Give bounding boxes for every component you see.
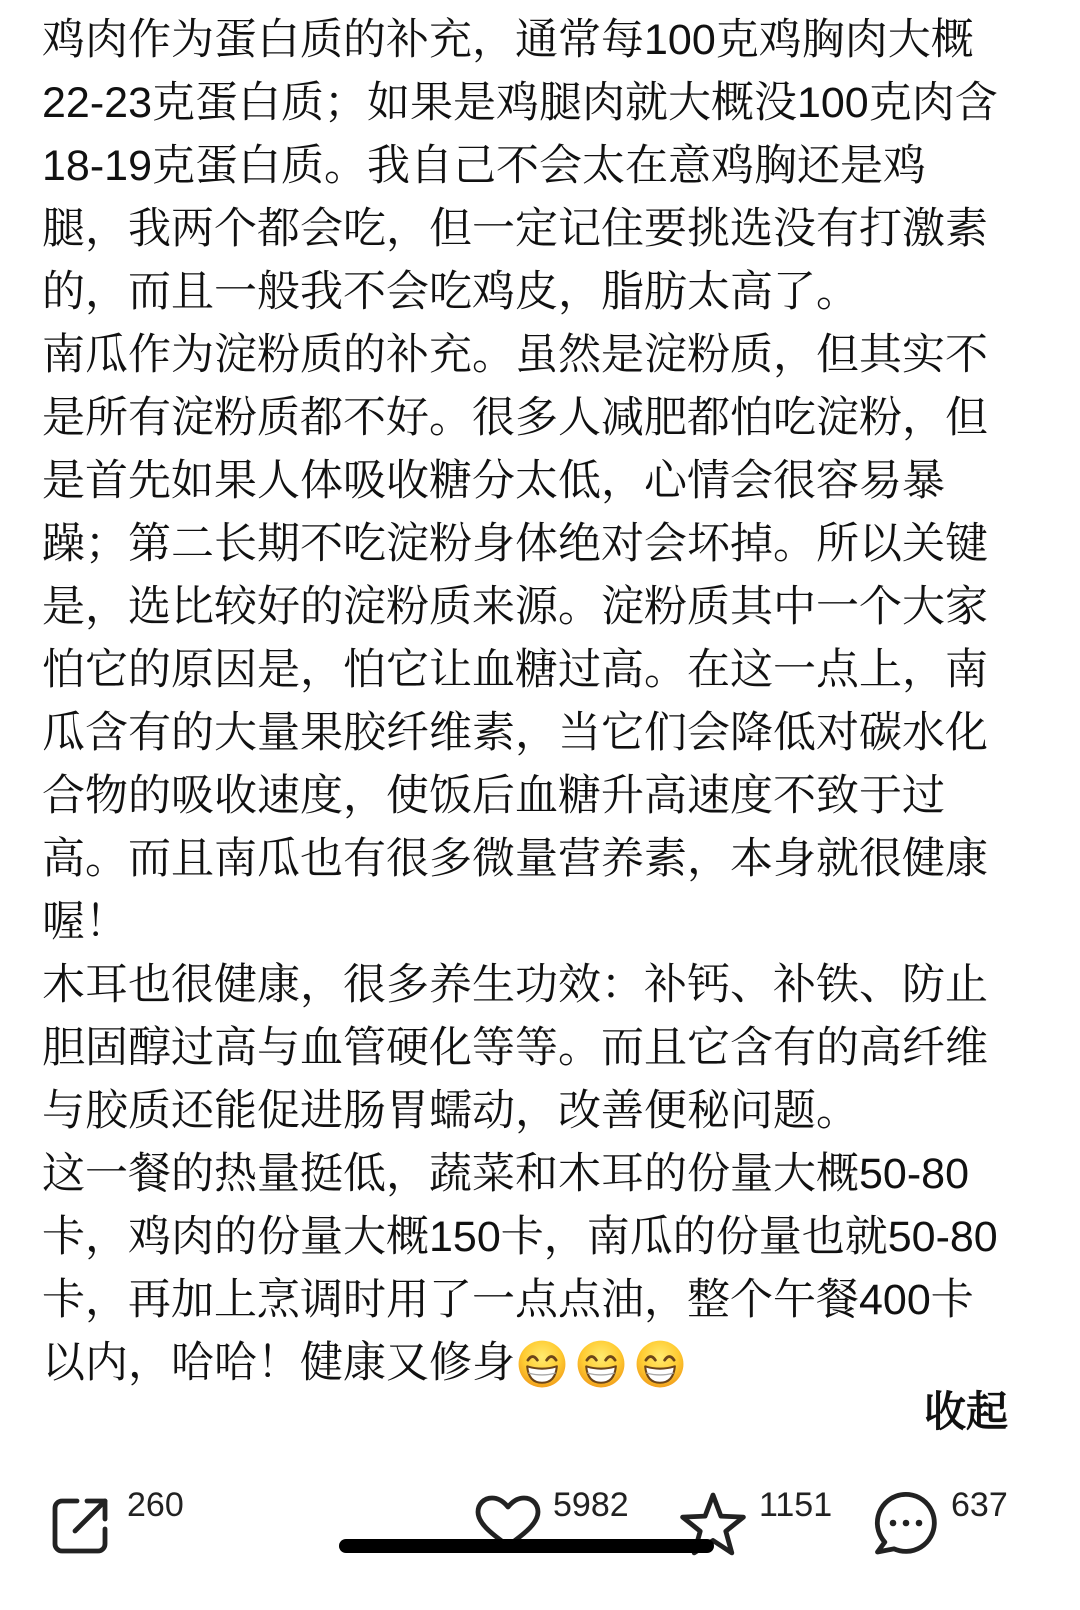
post-text-line: 卡，再加上烹调时用了一点点油，整个午餐400卡	[42, 1276, 974, 1324]
post-text-line: 这一餐的热量挺低，蔬菜和木耳的份量大概50-80	[42, 1150, 969, 1198]
paragraph-pumpkin	[42, 324, 1072, 954]
post-text-line: 是所有淀粉质都不好。很多人减肥都怕吃淀粉，但	[42, 394, 988, 442]
share-button[interactable]	[48, 1484, 193, 1560]
beaming-face-emoji-icon	[576, 1339, 626, 1389]
post-body	[42, 9, 1072, 1395]
comment-button[interactable]	[868, 1484, 1018, 1560]
favorite-count: 1151	[759, 1486, 833, 1524]
comment-count: 637	[951, 1486, 1008, 1524]
beaming-face-emoji-icon	[635, 1339, 685, 1389]
home-indicator[interactable]	[339, 1539, 714, 1553]
share-count: 260	[127, 1486, 184, 1524]
share-icon[interactable]	[50, 1496, 110, 1556]
post-text-line: 鸡肉作为蛋白质的补充，通常每100克鸡胸肉大概	[42, 16, 974, 64]
post-text-line: 瓜含有的大量果胶纤维素，当它们会降低对碳水化	[42, 709, 988, 757]
post-text-line: 合物的吸收速度，使饭后血糖升高速度不致于过	[42, 772, 945, 820]
paragraph-chicken	[42, 9, 1072, 324]
collapse-button[interactable]: 收起	[923, 1388, 1008, 1435]
beaming-face-emoji-icon	[517, 1339, 567, 1389]
post-text-line: 胆固醇过高与血管硬化等等。而且它含有的高纤维	[42, 1024, 988, 1072]
post-text-line: 18-19克蛋白质。我自己不会太在意鸡胸还是鸡	[42, 142, 926, 190]
post-text-line: 22-23克蛋白质；如果是鸡腿肉就大概没100克肉含	[42, 79, 998, 127]
post-text-line: 卡，鸡肉的份量大概150卡，南瓜的份量也就50-80	[42, 1213, 998, 1261]
post-text-line: 怕它的原因是，怕它让血糖过高。在这一点上，南	[42, 646, 988, 694]
post-text-line: 是首先如果人体吸收糖分太低，心情会很容易暴	[42, 457, 945, 505]
trailing-emojis	[517, 1339, 694, 1389]
paragraph-wood-ear	[42, 954, 1072, 1143]
post-text-line: 喔！	[42, 898, 128, 946]
post-text-line: 是，选比较好的淀粉质来源。淀粉质其中一个大家	[42, 583, 988, 631]
post-text-line: 的，而且一般我不会吃鸡皮，脂肪太高了。	[42, 268, 859, 316]
post-text-line: 高。而且南瓜也有很多微量营养素，本身就很健康	[42, 835, 988, 883]
post-text-line: 腿，我两个都会吃，但一定记住要挑选没有打激素	[42, 205, 988, 253]
post-text-line-text: 以内，哈哈！健康又修身	[42, 1339, 515, 1387]
post-text-line: 木耳也很健康，很多养生功效：补钙、补铁、防止	[42, 961, 988, 1009]
comment-bubble-icon[interactable]	[872, 1492, 938, 1556]
post-text-line: 躁；第二长期不吃淀粉身体绝对会坏掉。所以关键	[42, 520, 988, 568]
paragraph-calories	[42, 1143, 1072, 1395]
like-count: 5982	[553, 1486, 629, 1524]
post-text-line	[42, 1332, 1072, 1395]
post-text-line: 与胶质还能促进肠胃蠕动，改善便秘问题。	[42, 1087, 859, 1135]
post-text-line: 南瓜作为淀粉质的补充。虽然是淀粉质，但其实不	[42, 331, 988, 379]
